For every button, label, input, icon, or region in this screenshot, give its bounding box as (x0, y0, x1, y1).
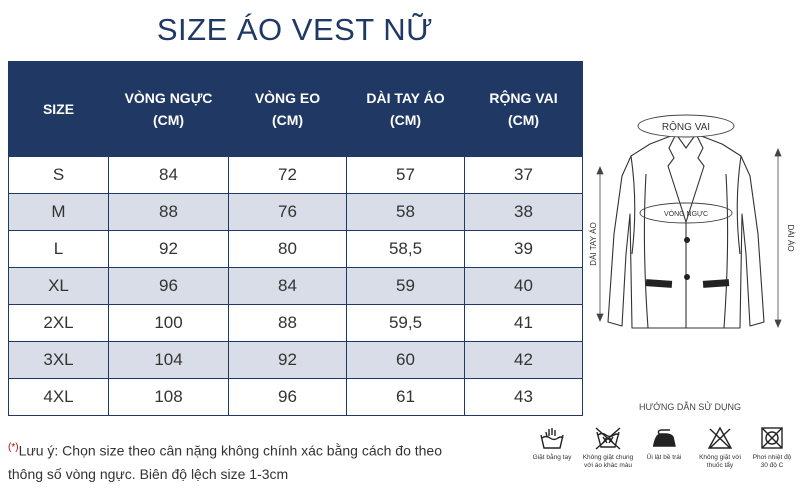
header-size: SIZE (9, 62, 109, 157)
table-row (9, 379, 583, 416)
header-waist: VÒNG EO (CM) (229, 62, 347, 157)
cell-sleeve: 57 (347, 157, 465, 194)
table-row (9, 342, 583, 379)
cell-waist: 92 (229, 342, 347, 379)
cell-size: S (9, 157, 109, 194)
table-row (9, 157, 583, 194)
cell-waist: 88 (229, 305, 347, 342)
cell-size: L (9, 231, 109, 268)
cell-waist: 76 (229, 194, 347, 231)
header-chest: VÒNG NGỰC (CM) (109, 62, 229, 157)
cell-waist: 96 (229, 379, 347, 416)
cell-sleeve: 59 (347, 268, 465, 305)
iron-reverse-icon (650, 426, 678, 450)
sleeve-length-label: DÀI TAY ÁO (589, 222, 598, 266)
header-shoulder: RỘNG VAI (CM) (465, 62, 583, 157)
cell-shoulder: 41 (465, 305, 583, 342)
dry-temp-icon (760, 426, 784, 450)
care-label: Giặt bằng tay (532, 454, 572, 461)
cell-chest: 104 (109, 342, 229, 379)
cell-shoulder: 37 (465, 157, 583, 194)
page-title: SIZE ÁO VEST NỮ (156, 12, 434, 47)
note-line-1: Lưu ý: Chọn size theo cân nặng không chính xác bằng cách đo theo (18, 442, 443, 459)
note-line-2: thông số vòng ngực. Biên độ lệch size 1-3cm (8, 465, 289, 482)
care-label: Không giặt chung với áo khác màu (582, 454, 634, 469)
cell-size: M (9, 194, 109, 231)
note-marker: (*) (8, 442, 19, 453)
cell-waist: 84 (229, 268, 347, 305)
care-label: Không giặt với thuốc tẩy (699, 454, 741, 469)
cell-shoulder: 43 (465, 379, 583, 416)
chest-label: VÒNG NGỰC (663, 211, 709, 218)
table-row (9, 231, 583, 268)
table-row (9, 268, 583, 305)
cell-size: 4XL (9, 379, 109, 416)
no-bleach-icon (707, 426, 733, 450)
cell-sleeve: 59,5 (347, 305, 465, 342)
cell-sleeve: 58 (347, 194, 465, 231)
cell-size: 2XL (9, 305, 109, 342)
header-sleeve: DÀI TAY ÁO (CM) (347, 62, 465, 157)
care-item (580, 426, 636, 470)
size-table (8, 61, 583, 416)
cell-chest: 96 (109, 268, 229, 305)
cell-sleeve: 60 (347, 342, 465, 379)
table-row (9, 194, 583, 231)
cell-waist: 80 (229, 231, 347, 268)
care-item (524, 426, 580, 462)
care-item (636, 426, 692, 462)
cell-size: XL (9, 268, 109, 305)
care-item (692, 426, 748, 470)
care-label: Ủi lật bề trái (646, 454, 682, 461)
cell-shoulder: 39 (465, 231, 583, 268)
cell-waist: 72 (229, 157, 347, 194)
jacket-length-label: DÀI ÁO (786, 224, 795, 252)
cell-sleeve: 58,5 (347, 231, 465, 268)
care-guide-title: HƯỚNG DẪN SỬ DỤNG (638, 402, 742, 412)
cell-shoulder: 40 (465, 268, 583, 305)
cell-sleeve: 61 (347, 379, 465, 416)
table-row (9, 305, 583, 342)
cell-chest: 84 (109, 157, 229, 194)
table-header-row (9, 62, 583, 157)
care-item (744, 426, 800, 470)
shoulder-label: RỘNG VAI (661, 122, 711, 133)
cell-size: 3XL (9, 342, 109, 379)
cell-chest: 108 (109, 379, 229, 416)
hand-wash-icon (539, 426, 565, 450)
cell-shoulder: 42 (465, 342, 583, 379)
cell-shoulder: 38 (465, 194, 583, 231)
size-note (8, 436, 488, 486)
cell-chest: 88 (109, 194, 229, 231)
care-label: Phơi nhiệt độ 30 độ C (752, 454, 792, 469)
cell-chest: 100 (109, 305, 229, 342)
no-wash-with-others-icon (594, 426, 622, 450)
cell-chest: 92 (109, 231, 229, 268)
jacket-diagram (586, 104, 800, 344)
